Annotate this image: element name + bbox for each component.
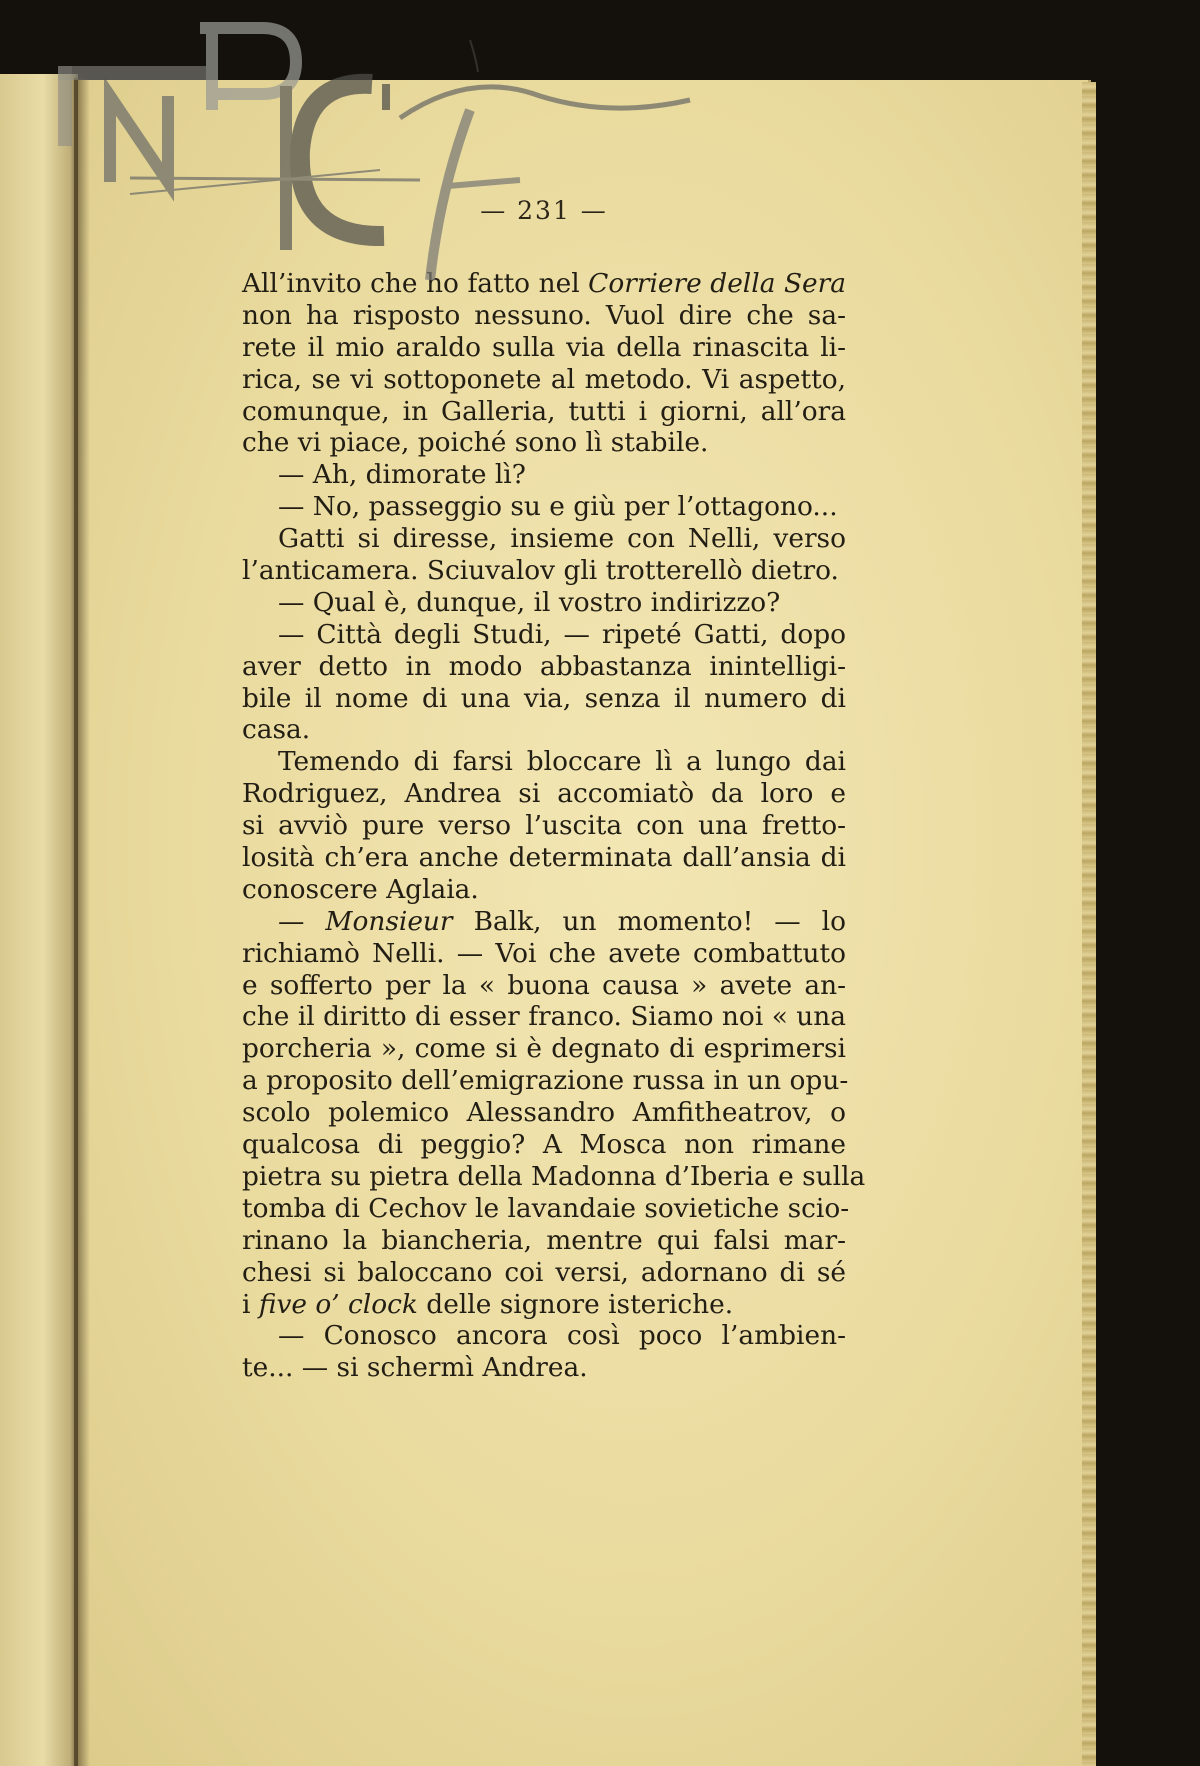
text-line bbox=[242, 714, 846, 746]
text-segment: rete il mio araldo sulla via della rinascita li- bbox=[242, 331, 846, 363]
text-line bbox=[242, 683, 846, 715]
text-segment: Balk, un momento! — lo bbox=[452, 905, 846, 937]
text-segment: All’invito che ho fatto nel bbox=[242, 268, 589, 299]
text-line bbox=[242, 555, 846, 587]
text-segment: — Qual è, dunque, il vostro indirizzo? bbox=[278, 586, 781, 618]
page-number: — 231 — bbox=[480, 196, 608, 225]
text-line bbox=[242, 332, 846, 364]
text-line bbox=[242, 1320, 846, 1352]
text-segment: e sofferto per la « buona causa » avete an- bbox=[242, 969, 846, 1001]
text-segment: — Ah, dimorate lì? bbox=[278, 459, 526, 491]
text-segment: losità ch’era anche determinata dall’ansia di bbox=[242, 842, 846, 874]
text-line bbox=[242, 970, 846, 1002]
text-segment: tomba di Cechov le lavandaie sovietiche scio- bbox=[242, 1192, 850, 1224]
text-segment: Gatti si diresse, insieme con Nelli, verso bbox=[278, 523, 846, 555]
text-segment: delle signore isteriche. bbox=[417, 1288, 734, 1320]
text-line bbox=[242, 619, 846, 651]
text-line bbox=[242, 746, 846, 778]
page-body-text bbox=[242, 268, 866, 1384]
text-line bbox=[242, 1033, 846, 1065]
text-segment: richiamò Nelli. — Voi che avete combattuto bbox=[242, 937, 846, 969]
text-line bbox=[242, 459, 846, 491]
text-segment: scolo polemico Alessandro Amfitheatrov, o bbox=[242, 1097, 846, 1129]
text-line bbox=[242, 491, 846, 523]
italic-text-segment: five o’ clock bbox=[258, 1288, 418, 1320]
text-line bbox=[242, 523, 846, 555]
text-segment: Temendo di farsi bloccare lì a lungo dai bbox=[278, 746, 846, 778]
text-segment: porcheria », come si è degnato di esprimersi bbox=[242, 1033, 846, 1065]
text-line bbox=[242, 1192, 850, 1225]
text-segment: chesi si baloccano coi versi, adornano di sé bbox=[242, 1256, 846, 1288]
text-segment: qualcosa di peggio? A Mosca non rimane bbox=[242, 1129, 846, 1161]
text-segment: pietra su pietra della Madonna d’Iberia e sulla bbox=[242, 1160, 866, 1192]
italic-text-segment: Monsieur bbox=[325, 905, 453, 937]
text-line bbox=[242, 1097, 846, 1129]
text-segment: — Conosco ancora così poco l’ambien- bbox=[278, 1320, 846, 1352]
text-line bbox=[242, 778, 846, 810]
text-line bbox=[242, 906, 846, 938]
text-line bbox=[242, 364, 846, 396]
text-segment: casa. bbox=[242, 714, 311, 746]
text-segment: che il diritto di esser franco. Siamo noi « una bbox=[242, 1001, 846, 1033]
text-line bbox=[242, 1001, 846, 1033]
text-segment: l’anticamera. Sciuvalov gli trotterellò dietro. bbox=[242, 555, 839, 587]
text-line bbox=[242, 1352, 846, 1384]
italic-text-segment: Corriere della Sera bbox=[588, 268, 846, 299]
text-segment: — No, passeggio su e giù per l’ottagono... bbox=[278, 491, 838, 523]
text-segment: rica, se vi sottoponete al metodo. Vi aspetto, bbox=[242, 363, 846, 395]
text-segment: Rodriguez, Andrea si accomiatò da loro e bbox=[242, 778, 846, 810]
text-line bbox=[242, 1225, 846, 1257]
text-line bbox=[242, 810, 846, 842]
text-segment: rinano la biancheria, mentre qui falsi mar- bbox=[242, 1224, 846, 1256]
text-line bbox=[242, 587, 846, 619]
text-line bbox=[242, 396, 846, 428]
text-segment: conoscere Aglaia. bbox=[242, 873, 479, 905]
gutter-shadow bbox=[74, 78, 90, 1766]
text-segment: — Città degli Studi, — ripeté Gatti, dopo bbox=[278, 618, 846, 650]
bncf-library-watermark-icon bbox=[0, 0, 720, 320]
left-page-edge bbox=[0, 74, 78, 1766]
text-line bbox=[242, 1065, 849, 1097]
text-line bbox=[242, 1257, 846, 1289]
text-line bbox=[242, 842, 846, 874]
text-segment: si avviò pure verso l’uscita con una fretto- bbox=[242, 810, 846, 842]
text-segment: a proposito dell’emigrazione russa in un opu- bbox=[242, 1065, 849, 1097]
text-line bbox=[242, 1289, 846, 1321]
text-line bbox=[242, 938, 846, 970]
text-segment: — bbox=[278, 905, 326, 937]
text-line bbox=[242, 874, 846, 906]
text-line bbox=[242, 1129, 846, 1161]
text-line bbox=[242, 427, 846, 459]
text-segment: te... — si schermì Andrea. bbox=[242, 1352, 588, 1384]
text-segment: che vi piace, poiché sono lì stabile. bbox=[242, 427, 709, 459]
text-line bbox=[242, 1160, 866, 1193]
text-segment: i bbox=[242, 1288, 259, 1320]
page-fore-edge bbox=[1082, 82, 1096, 1766]
text-segment: comunque, in Galleria, tutti i giorni, all’ora bbox=[242, 395, 846, 427]
text-line bbox=[242, 651, 846, 683]
text-segment: bile il nome di una via, senza il numero di bbox=[242, 682, 846, 714]
text-segment: aver detto in modo abbastanza inintelligi- bbox=[242, 650, 846, 682]
text-segment: non ha risposto nessuno. Vuol dire che sa- bbox=[242, 299, 846, 331]
